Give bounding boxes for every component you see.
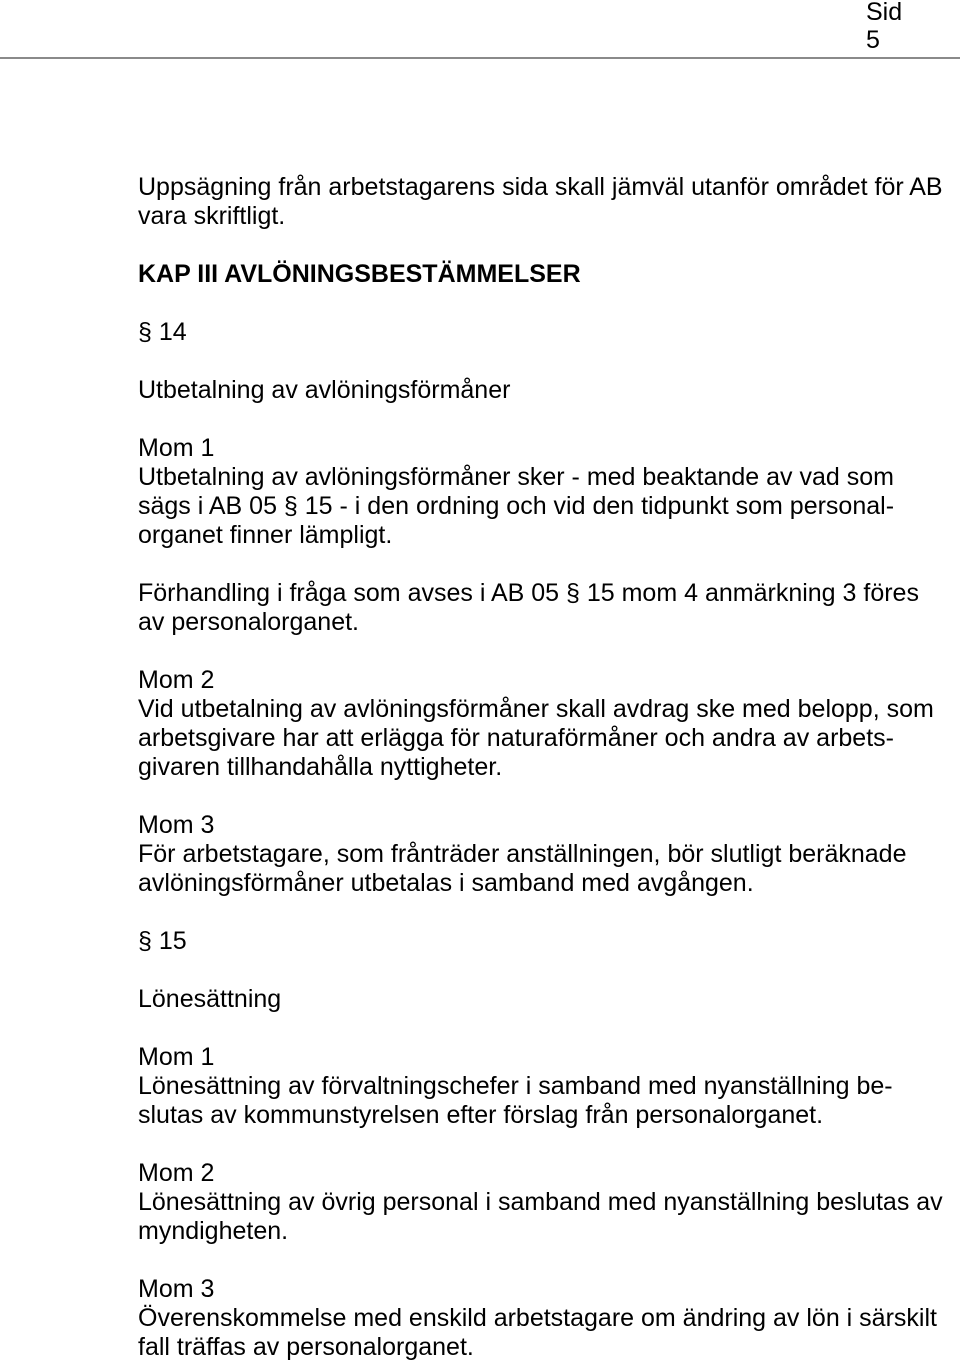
intro-paragraph xyxy=(138,173,960,231)
mom-label: Mom 2 xyxy=(138,666,215,694)
paragraph-line: organet finner lämpligt. xyxy=(138,521,393,549)
paragraph-line: avlöningsförmåner utbetalas i samband med avgången. xyxy=(138,869,754,897)
paragraph-line: Förhandling i fråga som avses i AB 05 § 15 mom 4 anmärkning 3 föres xyxy=(138,579,919,607)
section-title: Lönesättning xyxy=(138,985,282,1013)
paragraph-line: Uppsägning från arbetstagarens sida skall jämväl utanför området för AB xyxy=(138,173,943,201)
mom-label: Mom 1 xyxy=(138,434,215,462)
mom-paragraph xyxy=(138,1072,960,1130)
mom-label: Mom 3 xyxy=(138,1275,215,1303)
mom-paragraph xyxy=(138,579,960,637)
paragraph-line: Vid utbetalning av avlöningsförmåner skall avdrag ske med belopp, som xyxy=(138,695,934,723)
section-number: § 14 xyxy=(138,318,187,346)
mom-label: Mom 2 xyxy=(138,1159,215,1187)
mom-paragraph xyxy=(138,695,960,782)
paragraph-line: Lönesättning av övrig personal i samband med nyanställning beslutas av xyxy=(138,1188,943,1216)
paragraph-line: myndigheten. xyxy=(138,1217,289,1245)
paragraph-line: fall träffas av personalorganet. xyxy=(138,1333,474,1361)
header-divider xyxy=(0,57,960,59)
page-header-label: Sid xyxy=(866,0,903,26)
mom-paragraph xyxy=(138,1188,960,1246)
section-title: Utbetalning av avlöningsförmåner xyxy=(138,376,511,404)
mom-paragraph xyxy=(138,840,960,898)
mom-paragraph xyxy=(138,463,960,550)
paragraph-line: slutas av kommunstyrelsen efter förslag från personalorganet. xyxy=(138,1101,824,1129)
mom-label: Mom 3 xyxy=(138,811,215,839)
page-number: 5 xyxy=(866,26,880,54)
mom-paragraph xyxy=(138,1304,960,1362)
chapter-title: KAP III AVLÖNINGSBESTÄMMELSER xyxy=(138,260,581,288)
paragraph-line: sägs i AB 05 § 15 - i den ordning och vid den tidpunkt som personal- xyxy=(138,492,895,520)
paragraph-line: vara skriftligt. xyxy=(138,202,286,230)
paragraph-line: För arbetstagare, som frånträder anställningen, bör slutligt beräknade xyxy=(138,840,907,868)
paragraph-line: av personalorganet. xyxy=(138,608,359,636)
paragraph-line: arbetsgivare har att erlägga för naturaförmåner och andra av arbets- xyxy=(138,724,894,752)
paragraph-line: Överenskommelse med enskild arbetstagare om ändring av lön i särskilt xyxy=(138,1304,937,1332)
page-header xyxy=(866,0,902,56)
paragraph-line: givaren tillhandahålla nyttigheter. xyxy=(138,753,503,781)
section-number: § 15 xyxy=(138,927,187,955)
paragraph-line: Lönesättning av förvaltningschefer i samband med nyanställning be- xyxy=(138,1072,893,1100)
document-body xyxy=(138,173,960,1362)
mom-label: Mom 1 xyxy=(138,1043,215,1071)
paragraph-line: Utbetalning av avlöningsförmåner sker - med beaktande av vad som xyxy=(138,463,894,491)
